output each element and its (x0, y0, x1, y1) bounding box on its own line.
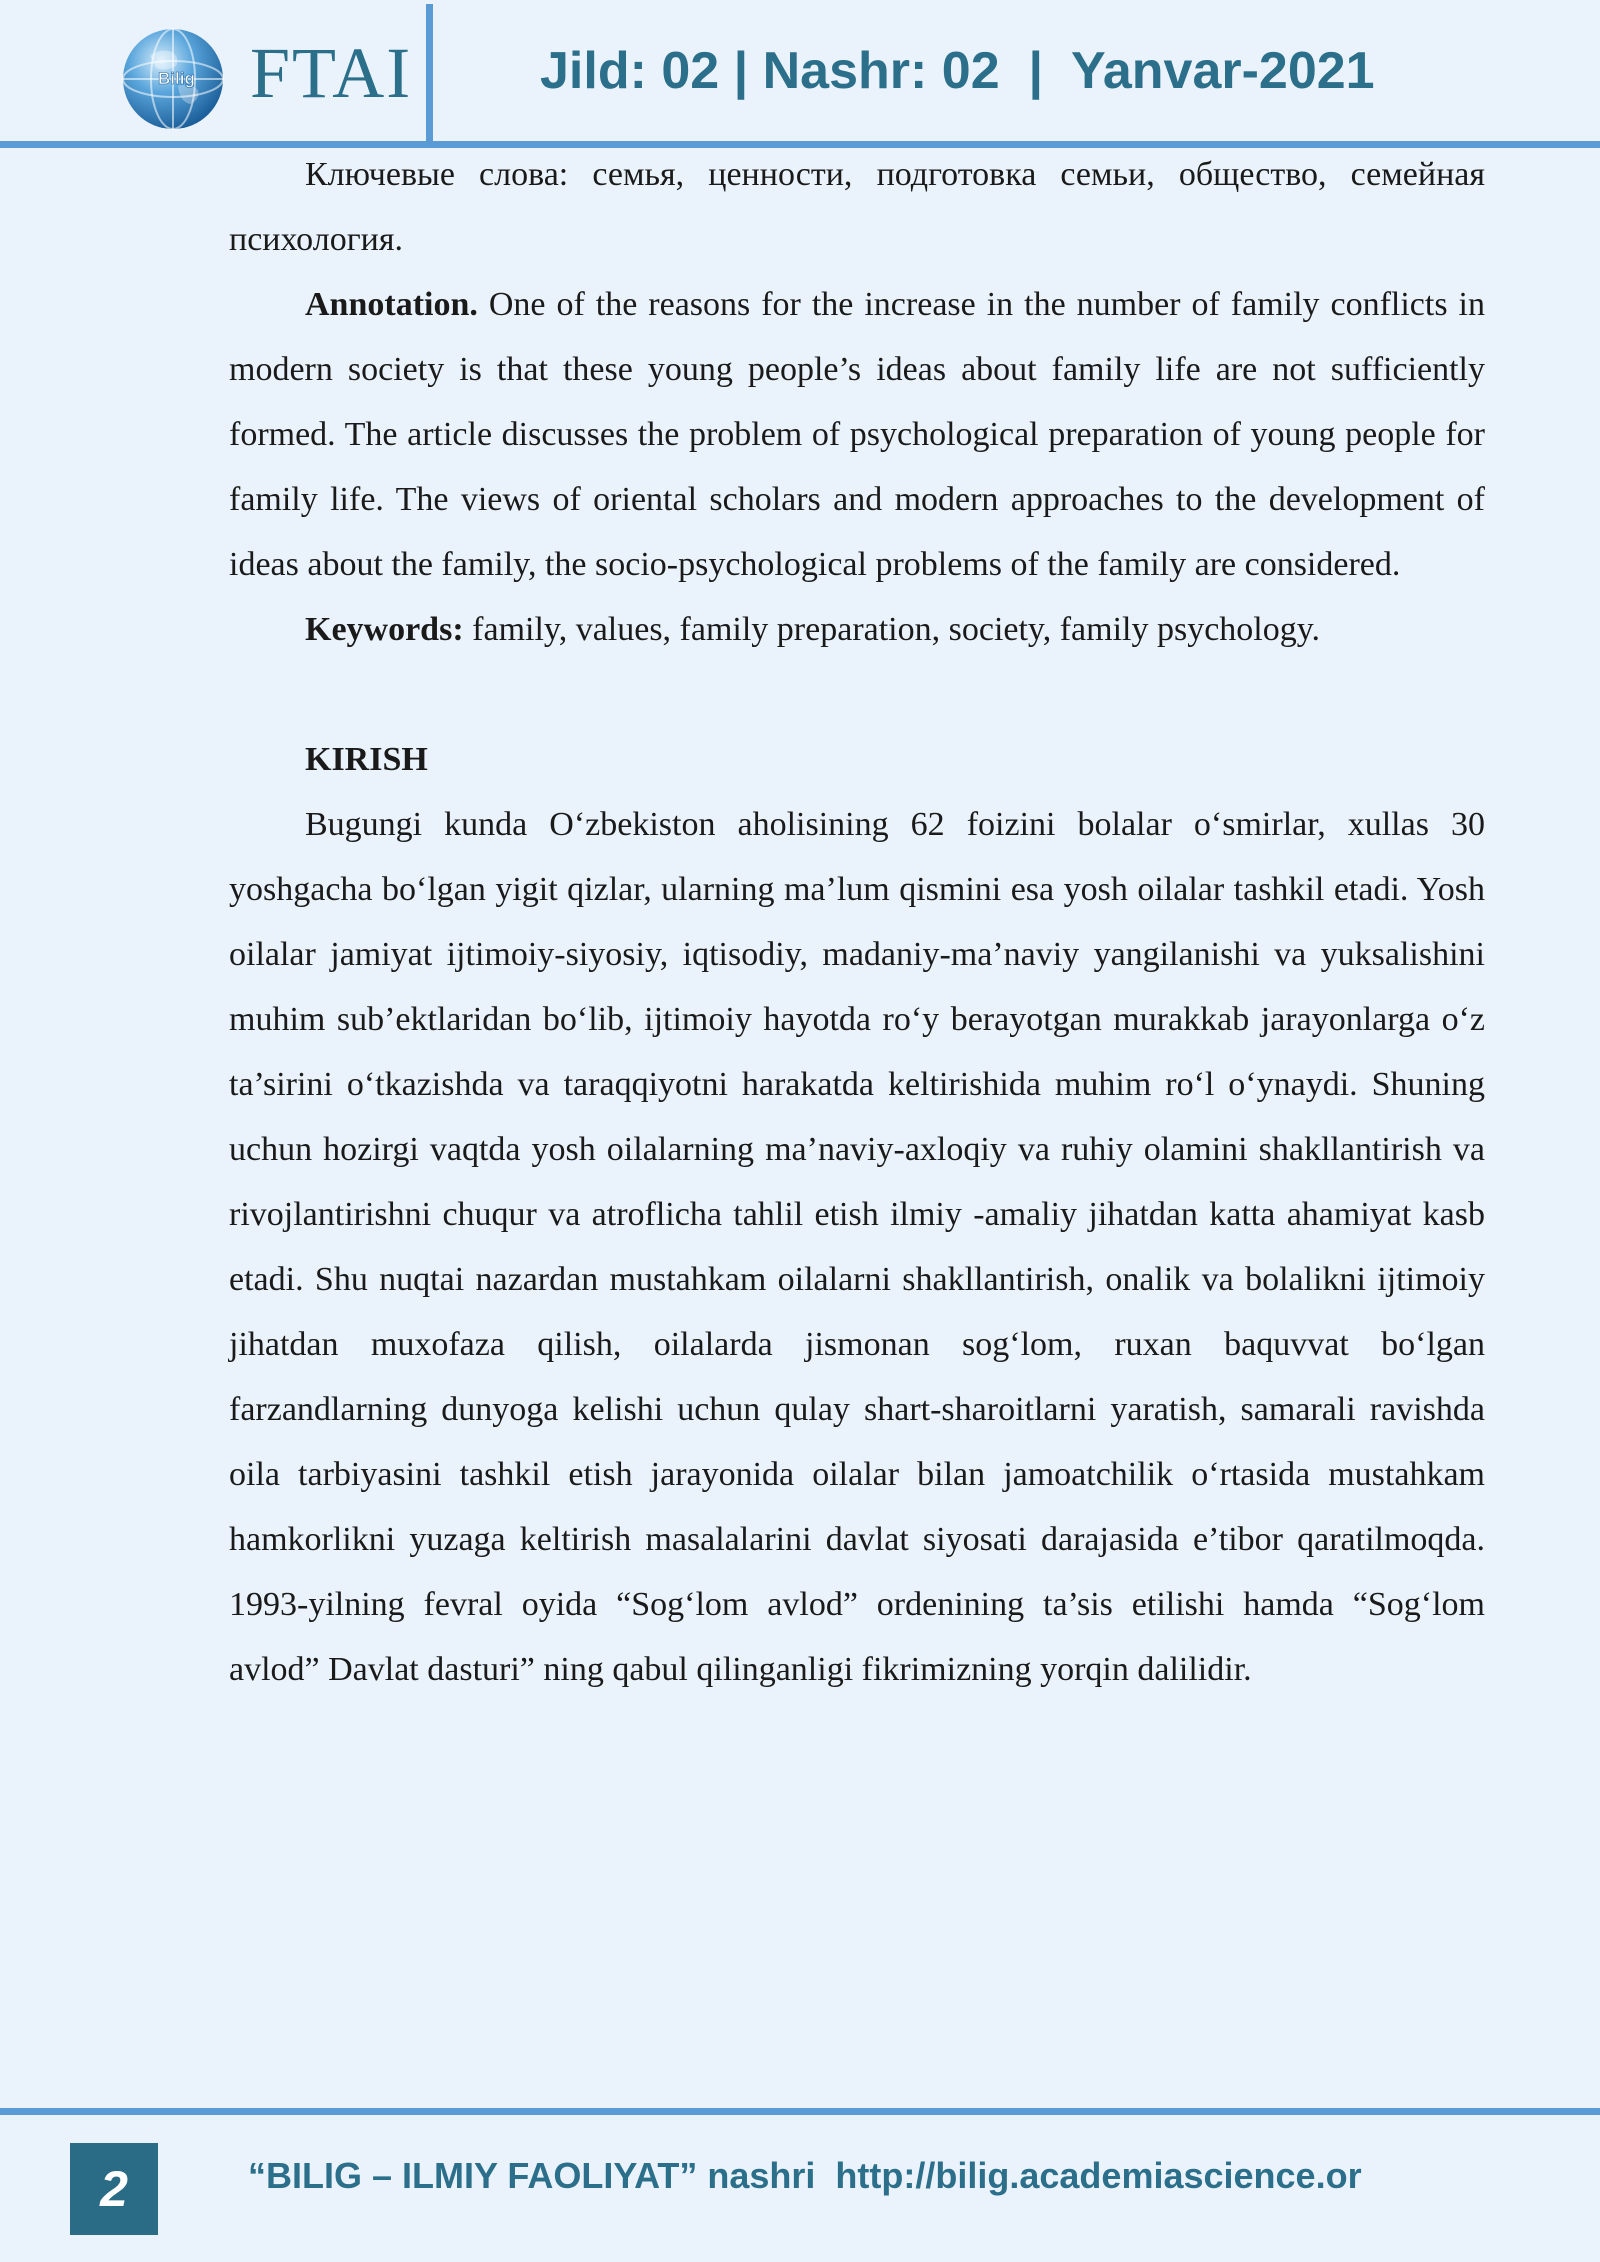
annotation-label: Annotation. (305, 286, 478, 323)
logo-text: Bilig (158, 69, 195, 88)
brand-name: FTAI (250, 33, 413, 113)
page-header (0, 0, 1600, 150)
article-body (229, 142, 1485, 1702)
footer-divider (0, 2108, 1600, 2115)
section-paragraph: Bugungi kunda O‘zbekiston aholisining 62 foizini bolalar o‘smirlar, xullas 30 yoshgacha bo‘lgan yigit qizlar, ularning ma’lum qismini esa yosh oilalar tashkil etadi. Yosh oilalar jamiyat ijtimoiy-siyosiy, iqtisodiy, madaniy-ma’naviy yangilanishi va yuksalishini muhim sub’ektlaridan bo‘lib, ijtimoiy hayotda ro‘y berayotgan murakkab jarayonlarga o‘z ta’sirini o‘tkazishda va taraqqiyotni harakatda keltirishida muhim ro‘l o‘ynaydi. Shuning uchun hozirgi vaqtda yosh oilalarning ma’naviy-axloqiy va ruhiy olamini shakllantirish va rivojlantirishni chuqur va atroflicha tahlil etish ilmiy -amaliy jihatdan katta ahamiyat kasb etadi. Shu nuqtai nazardan mustahkam oilalarni shakllantirish, onalik va bolalikni ijtimoiy jihatdan muxofaza qilish, oilalarda jismonan sog‘lom, ruxan baquvvat bo‘lgan farzandlarning dunyoga kelishi uchun qulay shart-sharoitlarni yaratish, samarali ravishda oila tarbiyasini tashkil etish jarayonida oilalar bilan jamoatchilik o‘rtasida mustahkam hamkorlikni yuzaga keltirish masalalarini davlat siyosati darajasida e’tibor qaratilmoqda. 1993-yilning fevral oyida “Sog‘lom avlod” ordenining ta’sis etilishi hamda “Sog‘lom avlod” Davlat dasturi” ning qabul qilinganligi fikrimizning yorqin dalilidir. (229, 806, 1485, 1688)
footer-publisher-link[interactable]: “BILIG – ILMIY FAOLIYAT” nashri http://bilig.academiascience.or (248, 2155, 1362, 2196)
issue-info: Jild: 02 | Nashr: 02 | Yanvar-2021 (540, 42, 1375, 100)
annotation-paragraph (229, 272, 1485, 597)
russian-keywords (229, 142, 1485, 272)
english-keywords-label: Keywords: (305, 611, 464, 648)
annotation-text: One of the reasons for the increase in the number of family conflicts in modern society is that these young people’s ideas about family life are not sufficiently formed. The article discusses the problem of psychological preparation of young people for family life. The views of oriental scholars and modern approaches to the development of ideas about the family, the socio-psychological problems of the family are considered. (229, 286, 1485, 583)
english-keywords (229, 597, 1485, 662)
globe-logo-icon (120, 26, 226, 132)
section-heading: KIRISH (305, 741, 428, 778)
header-divider-vertical (426, 4, 433, 144)
russian-keywords-text: Ключевые слова: семья, ценности, подготовка семьи, общество, семейная психология. (229, 156, 1485, 258)
page-number: 2 (70, 2143, 158, 2235)
english-keywords-text: family, values, family preparation, society, family psychology. (463, 611, 1321, 648)
